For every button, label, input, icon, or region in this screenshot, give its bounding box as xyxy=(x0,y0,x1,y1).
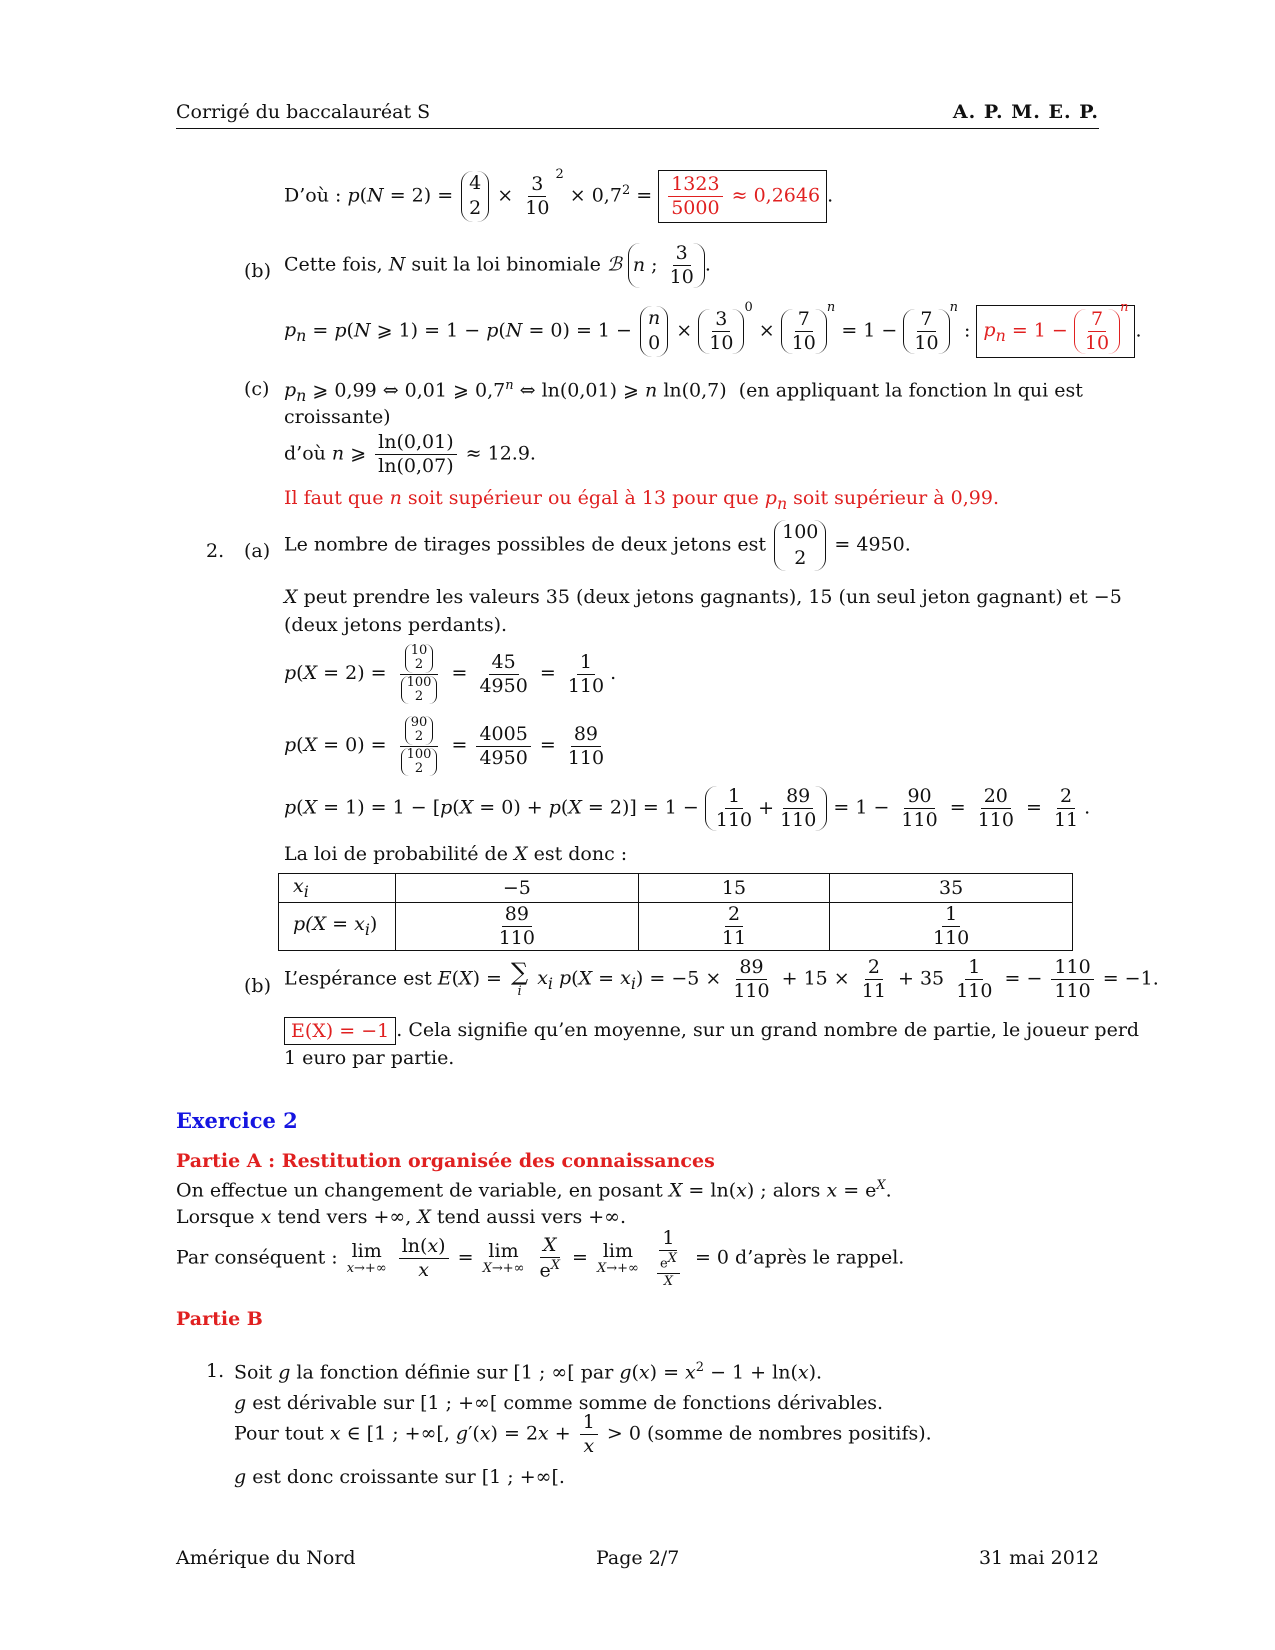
p-N2-approx: ≈ 0,2646 xyxy=(731,184,821,207)
eq-p-X-1: p(X = 1) = 1 − [p(X = 0) + p(X = 2)] = 1 − $\frac{1}{110}$ + $\frac{89}{110}$ = 1 − $\frac{90}{110}$ = $\frac{20}{110}$ = $\frac{2}{11}$ . xyxy=(284,785,1091,831)
table-cell: −5 xyxy=(396,874,639,903)
b1-l3a: Pour tout xyxy=(234,1422,330,1445)
q2a-line: Le nombre de tirages possibles de deux jetons est 100 2 = 4950. xyxy=(284,520,911,571)
law-intro: La loi de probabilité de X est donc : xyxy=(284,843,628,865)
table-cell: 35 xyxy=(830,874,1073,903)
doun-label: D’où : xyxy=(284,184,348,207)
q2-number: 2. xyxy=(206,540,225,562)
q1c-line1: $p_n$ ⩾ 0,99 ⇔ 0,01 ⩾ 0,7$^n$ ⇔ ln(0,01) ⩾ n ln(0,7) (en appliquant la fonction ln qui est xyxy=(284,378,1083,406)
header-title: Corrigé du baccalauréat S xyxy=(176,101,431,123)
pn-result-box: $p_n = 1$ − $\frac{7}{10}$ $^n$ xyxy=(976,305,1135,358)
partB-title: Partie B xyxy=(176,1308,263,1330)
partA-l3-end: = 0 d’après le rappel. xyxy=(694,1246,905,1269)
row-header-xi: $x_i$ xyxy=(279,874,396,903)
table-cell: $\frac{1}{110}$ xyxy=(830,902,1073,950)
b1-line2: g est dérivable sur [1 ; +∞[ comme somme de fonctions dérivables. xyxy=(234,1392,884,1414)
q2b-expectation: L’espérance est E(X) = ∑ i $x_i$ $p(X = x_i) = -5$ × $\frac{89}{110}$ + 15 × $\frac{2}{11}$ + 35 $\frac{1}{110}$ = − $\frac{110}{110}$ = −1. xyxy=(284,956,1159,1002)
b1-l3b: > 0 (somme de nombres positifs). xyxy=(600,1422,932,1445)
law-intro-end: est donc : xyxy=(527,843,628,865)
q1c-den: ln(0,07) xyxy=(378,454,454,477)
eq-pn: $p_n = p(N$ ⩾ 1) = 1 − p(N = 0) = 1 − n 0 × $\frac{3}{10}$ $^0$ × $\frac{7}{10}$ $^n$ = 1 − $\frac{7}{10}$ $^n$ : $p_n = 1$ − $\frac{7}{10}$ $^n$. xyxy=(284,305,1142,358)
b1-l1b: la fonction définie sur [1 ; ∞[ par xyxy=(290,1361,620,1384)
table-row xyxy=(279,902,1073,950)
partA-l2c-text: tend aussi vers +∞. xyxy=(430,1206,627,1228)
q1c-line1-end: (en appliquant la fonction ln qui est xyxy=(738,379,1083,402)
b1-line3: Pour tout x ∈ [1 ; +∞[, g′(x) = 2x + $\frac{1}{x}$ > 0 (somme de nombres positifs). xyxy=(234,1411,932,1457)
partA-line1: On effectue un changement de variable, en posant X = ln(x) ; alors $x = e^X$. xyxy=(176,1178,892,1202)
p-N2-num: 1323 xyxy=(668,174,722,197)
q1c-conclusion: Il faut que n soit supérieur ou égal à 13 pour que $p_n$ soit supérieur à 0,99. xyxy=(284,487,999,513)
partA-line3: Par conséquent : lim x→+∞ $\frac{\ln(x)}{x}$ = lim X→+∞ $\frac{X}{e^X}$ = lim X→+∞ $\frac{1}{\frac{e^X}{X}}$ = 0 d’après le rappel. xyxy=(176,1227,905,1289)
b1-l4: est donc croissante sur [1 ; +∞[. xyxy=(246,1466,565,1488)
q2b-text: L’espérance est xyxy=(284,967,438,990)
probability-table xyxy=(278,873,1073,951)
q1b-text2: suit la loi binomiale xyxy=(405,253,607,276)
eq-p-X-2: p(X = 2) = 10 2 100 2 = $\frac{45}{4950}$ = $\frac{1}{110}$ . xyxy=(284,643,617,704)
table-cell: $\frac{2}{11}$ xyxy=(638,902,830,950)
q1c-ineq: d’où n ⩾ $\frac{\ln(0,01)}{\ln(0,07)}$ ≈ 12.9. xyxy=(284,431,536,477)
header-rule xyxy=(176,128,1099,129)
q2a-values-2: (deux jetons perdants). xyxy=(284,614,508,636)
values-text: peut prendre les valeurs 35 (deux jetons gagnants), 15 (un seul jeton gagnant) et −5 xyxy=(297,586,1122,608)
table-cell: 15 xyxy=(638,874,830,903)
law-intro-text: La loi de probabilité de xyxy=(284,843,514,865)
partA-l1-text: On effectue un changement de variable, en posant xyxy=(176,1179,669,1202)
eq-p-N-2: D’où : p(N = 2) = 4 2 × $\frac{3}{10}$ $^2 \times 0,7^2$ = $\frac{1323}{5000}$ ≈ 0,2646 . xyxy=(284,170,833,223)
q2b-meaning-1 xyxy=(284,1017,1139,1045)
q1b-text: Cette fois, xyxy=(284,253,389,276)
q1c-doun: d’où xyxy=(284,442,332,465)
table-cell: $\frac{89}{110}$ xyxy=(396,902,639,950)
footer-page: Page 2/7 xyxy=(596,1547,680,1569)
q2a-values-1: X peut prendre les valeurs 35 (deux jetons gagnants), 15 (un seul jeton gagnant) et −5 xyxy=(284,586,1122,608)
p-N2-result-box xyxy=(658,170,827,223)
conclusion-part2: soit supérieur ou égal à 13 pour que xyxy=(401,487,765,509)
conclusion-part3: soit supérieur à 0,99. xyxy=(787,487,999,509)
q1b-label: (b) xyxy=(244,260,271,282)
q1b-line: Cette fois, N suit la loi binomiale ℬ n ; $\frac{3}{10}$ . xyxy=(284,242,711,288)
footer-date: 31 mai 2012 xyxy=(978,1547,1099,1569)
q2a-label: (a) xyxy=(244,540,271,562)
q2a-result: = 4950. xyxy=(834,533,911,556)
table-row xyxy=(279,874,1073,903)
exercise2-title: Exercice 2 xyxy=(176,1108,298,1133)
q1c-approx: ≈ 12.9. xyxy=(465,442,536,465)
b1-l1a: Soit xyxy=(234,1361,279,1384)
row-header-p: $p(X = x_i)$ xyxy=(279,902,396,950)
partA-l2b-text: tend vers +∞, xyxy=(271,1206,418,1228)
p-N2-den: 5000 xyxy=(671,196,720,219)
b1-line1: Soit g la fonction définie sur [1 ; ∞[ par $g(x) = x^2 - 1 + \ln(x)$. xyxy=(234,1360,823,1384)
partA-line2: Lorsque x tend vers +∞, X tend aussi vers +∞. xyxy=(176,1206,627,1228)
header-apmep: A. P. M. E. P. xyxy=(952,101,1099,123)
b1-l2: est dérivable sur [1 ; +∞[ comme somme de fonctions dérivables. xyxy=(246,1392,884,1414)
b1-number: 1. xyxy=(206,1360,225,1382)
conclusion-part1: Il faut que xyxy=(284,487,390,509)
q1c-label: (c) xyxy=(244,378,270,400)
q1c-num: ln(0,01) xyxy=(375,432,456,455)
q1c-line2: croissante) xyxy=(284,406,391,428)
expectation-box: E(X) = −1 xyxy=(284,1017,396,1045)
partA-l2-text: Lorsque xyxy=(176,1206,261,1228)
q2a-text: Le nombre de tirages possibles de deux jetons est xyxy=(284,533,767,556)
q2b-meaning-text: . Cela signifie qu’en moyenne, sur un grand nombre de partie, le joueur perd xyxy=(396,1019,1140,1041)
q2b-meaning-2: 1 euro par partie. xyxy=(284,1047,455,1069)
partA-l3-text: Par conséquent : xyxy=(176,1246,344,1269)
b1-line4: g est donc croissante sur [1 ; +∞[. xyxy=(234,1466,565,1488)
q2b-label: (b) xyxy=(244,975,271,997)
eq-p-X-0: p(X = 0) = 90 2 100 2 = $\frac{4005}{4950}$ = $\frac{89}{110}$ xyxy=(284,715,605,776)
partA-title: Partie A : Restitution organisée des connaissances xyxy=(176,1150,715,1172)
footer-left: Amérique du Nord xyxy=(176,1547,356,1569)
